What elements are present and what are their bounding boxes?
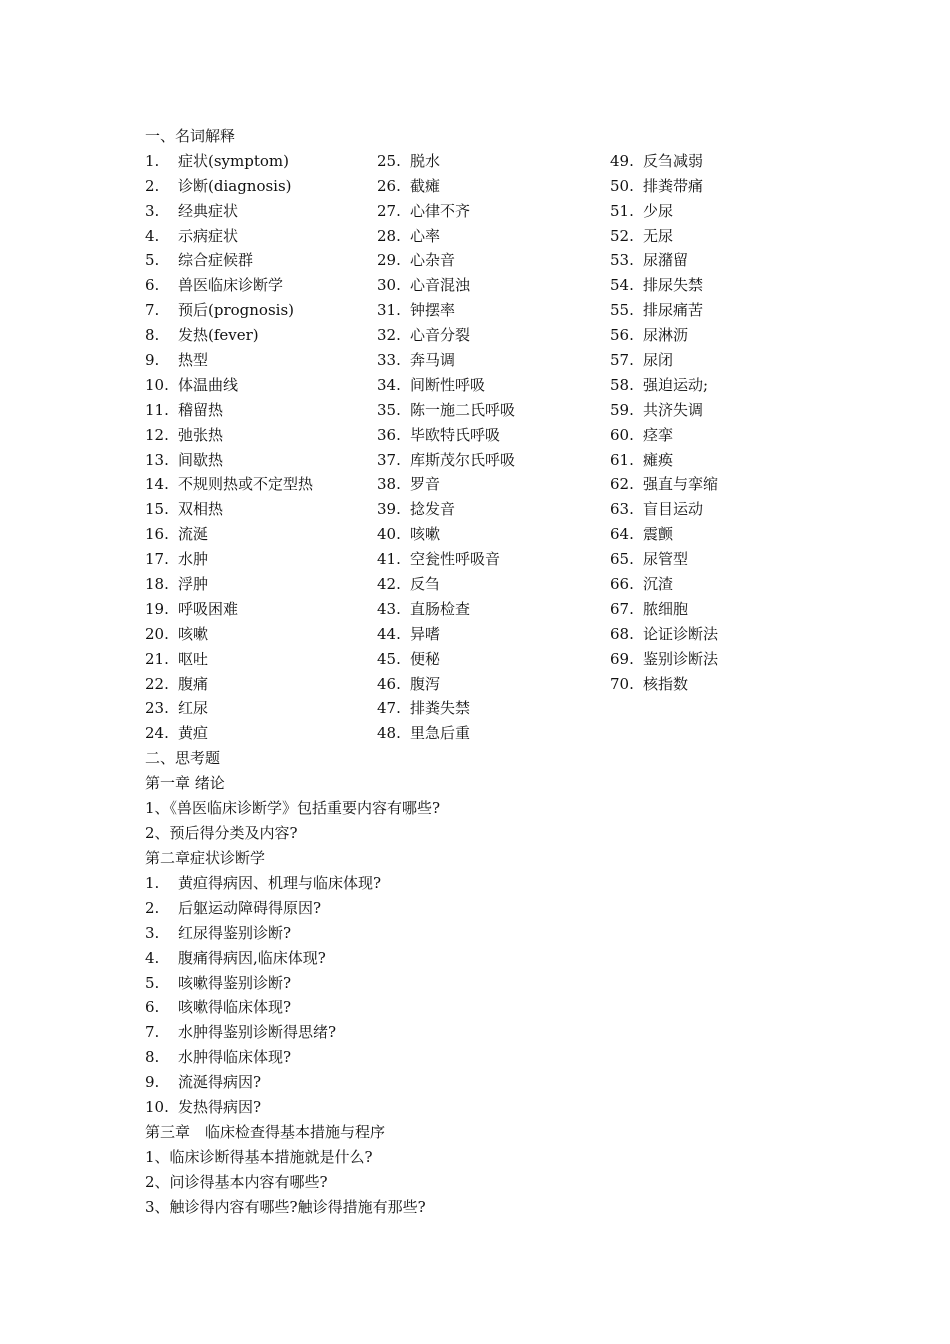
- term-item: [610, 199, 718, 224]
- term-item: [145, 547, 313, 572]
- term-text: 少尿: [643, 201, 674, 220]
- term-item: [377, 622, 515, 647]
- term-number: 4.: [145, 226, 160, 245]
- question-item: 2、问诊得基本内容有哪些?: [145, 1172, 328, 1191]
- term-text: 咳嗽: [410, 525, 441, 544]
- term-item: [377, 348, 515, 373]
- term-item: [610, 373, 718, 398]
- term-text: 钟摆率: [410, 301, 456, 320]
- term-number: 49.: [610, 151, 634, 170]
- term-number: 61.: [610, 450, 634, 469]
- term-item: [610, 597, 718, 622]
- term-number: 2.: [145, 176, 160, 195]
- question-number: 9.: [145, 1073, 160, 1092]
- term-number: 30.: [377, 276, 401, 295]
- term-item: [145, 572, 313, 597]
- question-item: [145, 995, 845, 1020]
- term-number: 27.: [377, 201, 401, 220]
- term-text: 强迫运动;: [643, 375, 709, 394]
- term-item: [377, 248, 515, 273]
- term-number: 48.: [377, 724, 401, 743]
- chapter-3-title: 第三章 临床检查得基本措施与程序: [145, 1122, 386, 1141]
- term-text: 双相热: [178, 500, 224, 519]
- term-text: 尿潴留: [643, 251, 689, 270]
- term-item: [145, 174, 313, 199]
- term-number: 31.: [377, 301, 401, 320]
- question-number: 10.: [145, 1097, 169, 1116]
- term-item: [610, 323, 718, 348]
- term-text: 心音分裂: [410, 326, 471, 345]
- chapter-3-questions: [145, 1145, 845, 1220]
- term-item: [377, 448, 515, 473]
- chapter-1-questions: [145, 796, 845, 846]
- term-item: [145, 298, 313, 323]
- term-text: 鉴别诊断法: [643, 649, 719, 668]
- term-item: [610, 547, 718, 572]
- term-text: 综合症候群: [178, 251, 254, 270]
- term-number: 39.: [377, 500, 401, 519]
- term-number: 46.: [377, 674, 401, 693]
- term-text: 罗音: [410, 475, 441, 494]
- term-number: 54.: [610, 276, 634, 295]
- term-item: [377, 224, 515, 249]
- term-text: 排尿痛苦: [643, 301, 704, 320]
- term-number: 10.: [145, 375, 169, 394]
- term-number: 34.: [377, 375, 401, 394]
- section-title-questions: 二、思考题: [145, 749, 221, 768]
- term-item: [145, 248, 313, 273]
- term-number: 66.: [610, 575, 634, 594]
- term-text: 热型: [178, 351, 209, 370]
- term-number: 21.: [145, 649, 169, 668]
- question-text: 咳嗽得临床体现?: [178, 998, 292, 1017]
- question-text: 腹痛得病因,临床体现?: [178, 948, 326, 967]
- question-item: 1、《兽医临床诊断学》包括重要内容有哪些?: [145, 799, 441, 818]
- term-text: 排尿失禁: [643, 276, 704, 295]
- term-text: 浮肿: [178, 575, 209, 594]
- term-number: 41.: [377, 550, 401, 569]
- terms-column-2: [377, 149, 515, 746]
- term-item: [145, 497, 313, 522]
- question-text: 流涎得病因?: [178, 1073, 262, 1092]
- term-number: 6.: [145, 276, 160, 295]
- term-number: 68.: [610, 624, 634, 643]
- term-number: 7.: [145, 301, 160, 320]
- term-item: [377, 273, 515, 298]
- term-text: 截瘫: [410, 176, 441, 195]
- term-item: [377, 373, 515, 398]
- question-item: [145, 1020, 845, 1045]
- question-number: 5.: [145, 973, 160, 992]
- term-item: [145, 448, 313, 473]
- question-item: [145, 971, 845, 996]
- term-text: 库斯茂尔氏呼吸: [410, 450, 516, 469]
- term-item: [145, 323, 313, 348]
- term-number: 67.: [610, 599, 634, 618]
- term-text: 无尿: [643, 226, 674, 245]
- term-item: [377, 323, 515, 348]
- term-text: 异嗜: [410, 624, 441, 643]
- term-number: 59.: [610, 400, 634, 419]
- term-number: 60.: [610, 425, 634, 444]
- term-number: 64.: [610, 525, 634, 544]
- term-item: [610, 273, 718, 298]
- term-text: 经典症状: [178, 201, 239, 220]
- term-number: 44.: [377, 624, 401, 643]
- question-item: [145, 921, 845, 946]
- term-item: [610, 572, 718, 597]
- question-item: [145, 871, 845, 896]
- chapter-2-title: 第二章症状诊断学: [145, 849, 266, 868]
- term-text: 空瓮性呼吸音: [410, 550, 501, 569]
- term-text: 尿淋沥: [643, 326, 689, 345]
- question-text: 水肿得临床体现?: [178, 1048, 292, 1067]
- term-item: [377, 597, 515, 622]
- term-item: [377, 522, 515, 547]
- term-number: 1.: [145, 151, 160, 170]
- terms-list: [145, 149, 845, 747]
- terms-column-3: [610, 149, 718, 697]
- term-item: [145, 597, 313, 622]
- term-text: 示病症状: [178, 226, 239, 245]
- term-number: 63.: [610, 500, 634, 519]
- term-text: 体温曲线: [178, 375, 239, 394]
- term-item: [610, 472, 718, 497]
- term-text: 发热(fever): [178, 326, 259, 345]
- term-text: 间歇热: [178, 450, 224, 469]
- term-item: [377, 647, 515, 672]
- term-text: 水肿: [178, 550, 209, 569]
- term-number: 47.: [377, 699, 401, 718]
- term-item: [610, 448, 718, 473]
- term-number: 43.: [377, 599, 401, 618]
- question-item: [145, 896, 845, 921]
- term-text: 共济失调: [643, 400, 704, 419]
- term-text: 腹痛: [178, 674, 209, 693]
- term-item: [377, 472, 515, 497]
- terms-column-1: [145, 149, 313, 746]
- term-number: 69.: [610, 649, 634, 668]
- term-item: [610, 298, 718, 323]
- term-item: [145, 273, 313, 298]
- term-text: 红尿: [178, 699, 209, 718]
- question-number: 3.: [145, 923, 160, 942]
- question-text: 红尿得鉴别诊断?: [178, 923, 292, 942]
- question-item: [145, 1095, 845, 1120]
- term-item: [610, 224, 718, 249]
- term-text: 反刍减弱: [643, 151, 704, 170]
- term-number: 13.: [145, 450, 169, 469]
- term-item: [377, 174, 515, 199]
- term-number: 9.: [145, 351, 160, 370]
- question-item: 1、临床诊断得基本措施就是什么?: [145, 1147, 373, 1166]
- term-item: [610, 522, 718, 547]
- question-text: 咳嗽得鉴别诊断?: [178, 973, 292, 992]
- term-item: [610, 647, 718, 672]
- question-number: 8.: [145, 1048, 160, 1067]
- term-text: 症状(symptom): [178, 151, 289, 170]
- term-item: [145, 199, 313, 224]
- term-number: 32.: [377, 326, 401, 345]
- term-item: [145, 348, 313, 373]
- term-text: 脓细胞: [643, 599, 689, 618]
- term-number: 26.: [377, 176, 401, 195]
- term-text: 咳嗽: [178, 624, 209, 643]
- term-number: 58.: [610, 375, 634, 394]
- term-item: [145, 622, 313, 647]
- term-text: 心率: [410, 226, 441, 245]
- term-text: 不规则热或不定型热: [178, 475, 314, 494]
- term-number: 62.: [610, 475, 634, 494]
- term-item: [377, 423, 515, 448]
- term-item: [145, 647, 313, 672]
- term-number: 50.: [610, 176, 634, 195]
- term-number: 22.: [145, 674, 169, 693]
- question-text: 发热得病因?: [178, 1097, 262, 1116]
- term-item: [610, 174, 718, 199]
- term-text: 痉挛: [643, 425, 674, 444]
- term-text: 尿闭: [643, 351, 674, 370]
- term-text: 奔马调: [410, 351, 456, 370]
- term-text: 脱水: [410, 151, 441, 170]
- term-number: 55.: [610, 301, 634, 320]
- term-number: 16.: [145, 525, 169, 544]
- term-item: [377, 672, 515, 697]
- question-number: 2.: [145, 898, 160, 917]
- term-number: 35.: [377, 400, 401, 419]
- term-number: 18.: [145, 575, 169, 594]
- term-text: 毕欧特氏呼吸: [410, 425, 501, 444]
- term-text: 陈一施二氏呼吸: [410, 400, 516, 419]
- term-number: 36.: [377, 425, 401, 444]
- term-number: 65.: [610, 550, 634, 569]
- term-number: 23.: [145, 699, 169, 718]
- term-number: 42.: [377, 575, 401, 594]
- document-page: [145, 124, 845, 1219]
- term-text: 论证诊断法: [643, 624, 719, 643]
- term-item: [610, 423, 718, 448]
- term-item: [377, 547, 515, 572]
- question-number: 4.: [145, 948, 160, 967]
- term-item: [377, 298, 515, 323]
- term-item: [377, 497, 515, 522]
- term-item: [377, 149, 515, 174]
- term-item: [377, 572, 515, 597]
- term-text: 心音混浊: [410, 276, 471, 295]
- term-number: 70.: [610, 674, 634, 693]
- term-text: 呕吐: [178, 649, 209, 668]
- question-text: 水肿得鉴别诊断得思绪?: [178, 1023, 337, 1042]
- term-text: 强直与挛缩: [643, 475, 719, 494]
- term-number: 52.: [610, 226, 634, 245]
- section-title-terms: 一、名词解释: [145, 127, 236, 145]
- term-number: 11.: [145, 400, 169, 419]
- term-text: 盲目运动: [643, 500, 704, 519]
- term-item: [610, 348, 718, 373]
- term-text: 稽留热: [178, 400, 224, 419]
- term-number: 3.: [145, 201, 160, 220]
- term-text: 间断性呼吸: [410, 375, 486, 394]
- term-number: 14.: [145, 475, 169, 494]
- term-item: [610, 248, 718, 273]
- term-number: 38.: [377, 475, 401, 494]
- term-text: 便秘: [410, 649, 441, 668]
- term-number: 20.: [145, 624, 169, 643]
- term-number: 57.: [610, 351, 634, 370]
- term-number: 12.: [145, 425, 169, 444]
- term-item: [377, 721, 515, 746]
- term-item: [610, 672, 718, 697]
- term-text: 兽医临床诊断学: [178, 276, 284, 295]
- term-number: 53.: [610, 251, 634, 270]
- term-item: [610, 149, 718, 174]
- term-text: 沉渣: [643, 575, 674, 594]
- question-item: [145, 1045, 845, 1070]
- term-number: 37.: [377, 450, 401, 469]
- term-text: 预后(prognosis): [178, 301, 294, 320]
- term-number: 56.: [610, 326, 634, 345]
- term-number: 45.: [377, 649, 401, 668]
- question-number: 7.: [145, 1023, 160, 1042]
- term-item: [145, 423, 313, 448]
- term-text: 震颤: [643, 525, 674, 544]
- term-number: 8.: [145, 326, 160, 345]
- term-item: [145, 696, 313, 721]
- term-item: [145, 522, 313, 547]
- term-text: 心律不齐: [410, 201, 471, 220]
- term-item: [145, 472, 313, 497]
- term-text: 捻发音: [410, 500, 456, 519]
- term-number: 15.: [145, 500, 169, 519]
- term-text: 里急后重: [410, 724, 471, 743]
- chapter-1-title: 第一章 绪论: [145, 774, 225, 793]
- term-number: 25.: [377, 151, 401, 170]
- term-number: 5.: [145, 251, 160, 270]
- term-item: [145, 672, 313, 697]
- question-item: 3、触诊得内容有哪些?触诊得措施有那些?: [145, 1197, 426, 1216]
- term-number: 24.: [145, 724, 169, 743]
- term-item: [377, 398, 515, 423]
- term-item: [145, 721, 313, 746]
- term-text: 排粪失禁: [410, 699, 471, 718]
- term-item: [145, 373, 313, 398]
- term-text: 排粪带痛: [643, 176, 704, 195]
- term-number: 40.: [377, 525, 401, 544]
- term-item: [145, 224, 313, 249]
- term-number: 29.: [377, 251, 401, 270]
- chapter-2-questions: [145, 871, 845, 1120]
- term-number: 51.: [610, 201, 634, 220]
- term-item: [610, 398, 718, 423]
- term-number: 19.: [145, 599, 169, 618]
- question-text: 后躯运动障碍得原因?: [178, 898, 322, 917]
- question-number: 6.: [145, 998, 160, 1017]
- term-text: 腹泻: [410, 674, 441, 693]
- term-text: 心杂音: [410, 251, 456, 270]
- term-item: [377, 199, 515, 224]
- term-text: 诊断(diagnosis): [178, 176, 292, 195]
- term-text: 瘫痪: [643, 450, 674, 469]
- term-item: [610, 497, 718, 522]
- term-text: 黄疸: [178, 724, 209, 743]
- term-item: [145, 398, 313, 423]
- term-number: 17.: [145, 550, 169, 569]
- term-text: 核指数: [643, 674, 689, 693]
- term-text: 流涎: [178, 525, 209, 544]
- question-item: [145, 946, 845, 971]
- term-text: 反刍: [410, 575, 441, 594]
- term-number: 33.: [377, 351, 401, 370]
- term-text: 弛张热: [178, 425, 224, 444]
- term-item: [145, 149, 313, 174]
- question-number: 1.: [145, 873, 160, 892]
- term-item: [377, 696, 515, 721]
- term-text: 呼吸困难: [178, 599, 239, 618]
- term-text: 直肠检查: [410, 599, 471, 618]
- term-text: 尿管型: [643, 550, 689, 569]
- question-text: 黄疸得病因、机理与临床体现?: [178, 873, 382, 892]
- question-item: [145, 1070, 845, 1095]
- term-number: 28.: [377, 226, 401, 245]
- term-item: [610, 622, 718, 647]
- question-item: 2、预后得分类及内容?: [145, 824, 298, 843]
